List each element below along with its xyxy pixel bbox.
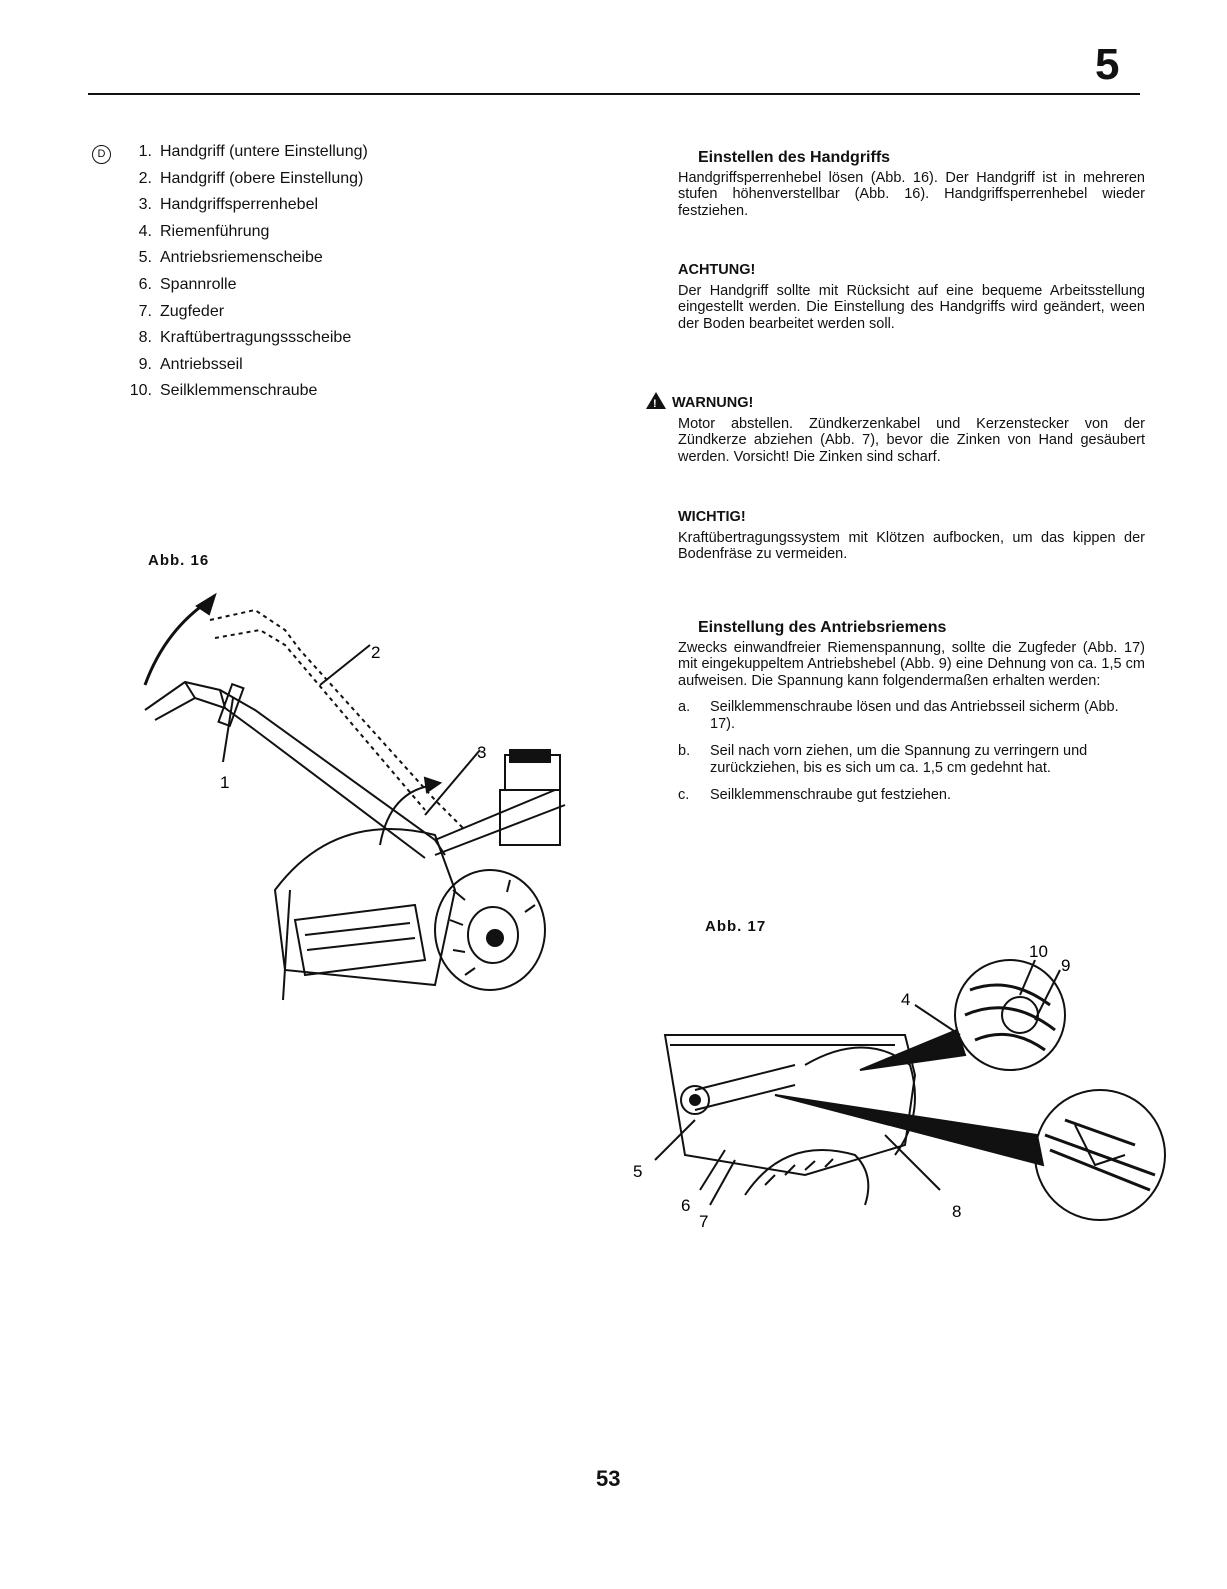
legend-item: 1. Handgriff (untere Einstellung) — [138, 143, 368, 160]
callout-4: 4 — [901, 990, 911, 1009]
callout-8: 8 — [952, 1202, 962, 1221]
step-item: a. Seilklemmenschraube lösen und das Antriebsseil sicherm (Abb. 17). — [678, 699, 1119, 732]
section-text: Zwecks einwandfreier Riemenspannung, sollte die Zugfeder (Abb. 17) mit eingekuppeltem Antriebshebel (Abb. 9) eine Dehnung von ca. 1,5 cm aufweisen. Die Spannung kann folgendermaßen erhalten werden: — [678, 639, 1145, 689]
callout-2: 2 — [371, 643, 381, 662]
legend-item: 6. Spannrolle — [138, 275, 237, 293]
legend-item: 3. Handgriffsperrenhebel — [138, 196, 319, 214]
page-number: 53 — [596, 1466, 621, 1491]
section-heading: Einstellen des Handgriffs — [698, 149, 891, 166]
legend-item: 5. Antriebsriemenscheibe — [138, 249, 323, 267]
chapter-number: 5 — [1095, 40, 1120, 89]
header-rule — [88, 93, 1140, 95]
section-achtung — [678, 262, 1145, 332]
warning-triangle-icon: ! — [646, 392, 666, 409]
legend-item: 8. Kraftübertragungssscheibe — [138, 329, 352, 347]
legend-item: 10. Seilklemmenschraube — [129, 382, 318, 400]
wichtig-heading: WICHTIG! — [678, 509, 746, 525]
section-handgriff — [678, 150, 1145, 219]
section-wichtig — [678, 509, 1145, 563]
legend-item: 4. Riemenführung — [138, 222, 270, 240]
section-heading: Einstellung des Antriebsriemens — [698, 619, 947, 636]
steps-list — [678, 699, 1145, 804]
achtung-text: Der Handgriff sollte mit Rücksicht auf eine bequeme Arbeitsstellung eingestellt werden. Die Einstellung des Handgriffs wird geändert, ween der Boden bearbeitet werden soll. — [678, 282, 1145, 332]
figure-16-label: Abb. 16 — [148, 552, 210, 569]
callout-1: 1 — [220, 773, 230, 792]
language-badge: D — [92, 145, 111, 164]
callout-3: 3 — [477, 743, 487, 762]
wichtig-text: Kraftübertragungssystem mit Klötzen aufbocken, um das kippen der Bodenfräse zu vermeiden. — [678, 529, 1145, 562]
warnung-text: Motor abstellen. Zündkerzenkabel und Kerzenstecker von der Zündkerze abziehen (Abb. 7), bevor die Zinken von Hand gesäubert werden. Vorsicht! Die Zinken sind scharf. — [678, 415, 1145, 465]
callout-9: 9 — [1061, 956, 1071, 975]
figure-17-label: Abb. 17 — [705, 918, 767, 935]
parts-legend — [112, 143, 452, 409]
legend-item: 2. Handgriff (obere Einstellung) — [138, 169, 364, 187]
step-item: c. Seilklemmenschraube gut festziehen. — [678, 787, 951, 803]
warnung-heading: WARNUNG! — [672, 395, 754, 411]
section-antriebsriemen — [678, 620, 1145, 815]
section-text: Handgriffsperrenhebel lösen (Abb. 16). Der Handgriff ist in mehreren stufen höhenverstellbar (Abb. 16). Handgriffsperrenhebel wieder festziehen. — [678, 169, 1145, 219]
achtung-heading: ACHTUNG! — [678, 262, 756, 278]
figure-16-illustration — [135, 590, 575, 1010]
callout-5: 5 — [633, 1162, 643, 1181]
callout-6: 6 — [681, 1196, 691, 1215]
section-warnung — [653, 392, 1145, 465]
figure-17-illustration — [625, 935, 1175, 1235]
legend-item: 9. Antriebsseil — [138, 355, 243, 373]
step-item: b. Seil nach vorn ziehen, um die Spannung zu verringern und zurückziehen, bis es sich um ca. 1,5 cm gedehnt hat. — [678, 743, 1088, 776]
callout-10: 10 — [1029, 942, 1048, 961]
legend-item: 7. Zugfeder — [138, 302, 225, 320]
callout-7: 7 — [699, 1212, 709, 1231]
